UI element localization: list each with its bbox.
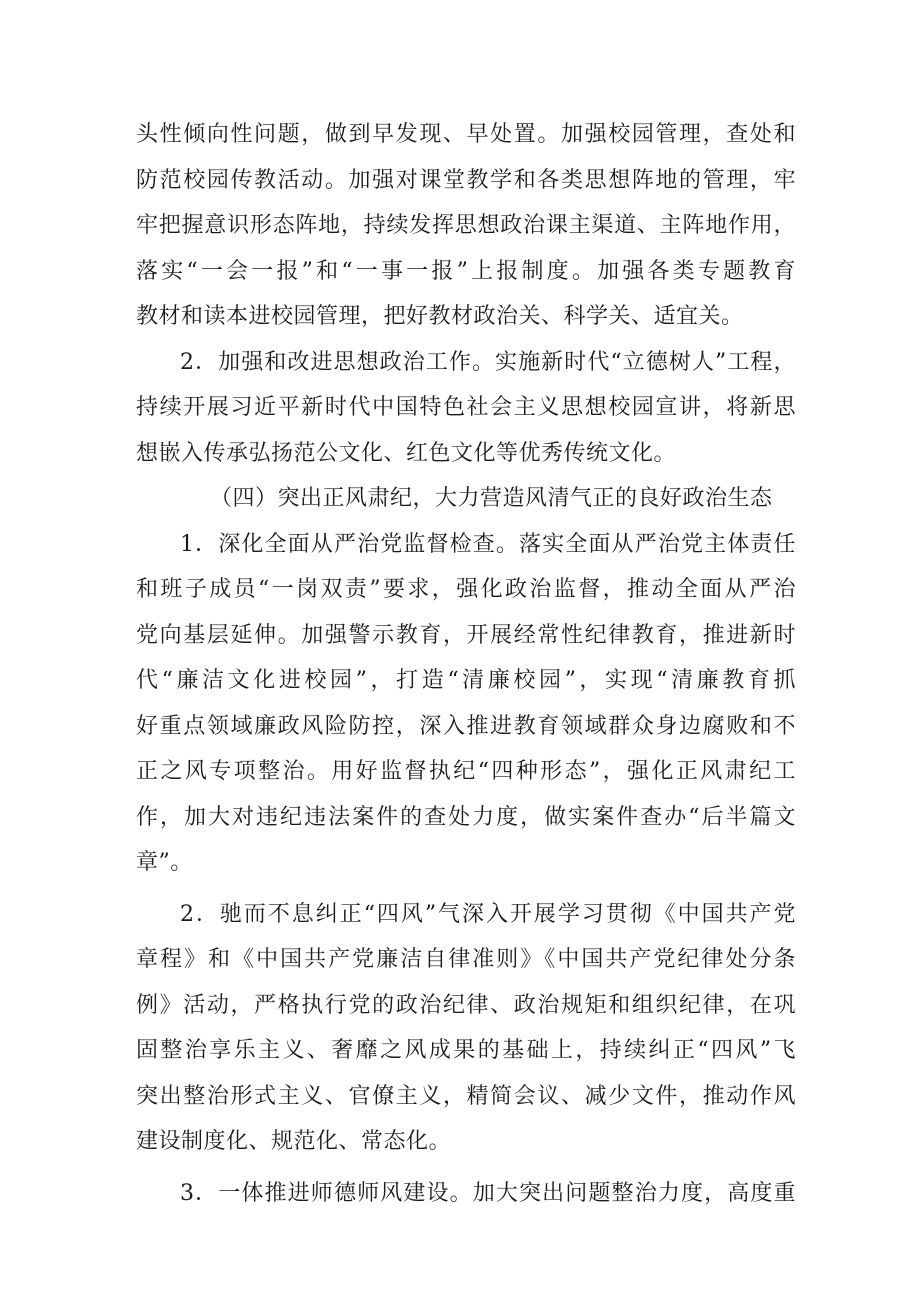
text-line: 牢把握意识形态阵地，持续发挥思想政治课主渠道、主阵地作用，: [136, 213, 796, 238]
text-line: 持续开展习近平新时代中国特色社会主义思想校园宣讲，将新思: [136, 395, 796, 420]
text-line: 教材和读本进校园管理，把好教材政治关、科学关、适宜关。: [136, 304, 744, 329]
text-line: 固整治享乐主义、奢靡之风成果的基础上，持续纠正“四风”飞: [136, 1038, 796, 1063]
paragraph-ideological-work: [136, 340, 796, 477]
text-line: 作，加大对违纪违法案件的查处力度，做实案件查办“后半篇文: [136, 804, 796, 830]
text-line: 好重点领域廉政风险防控，深入推进教育领域群众身边腐败和不: [136, 713, 796, 739]
text-line: 章”。: [136, 850, 193, 875]
document-body: [136, 112, 796, 1216]
text-line: 落实“一会一报”和“一事一报”上报制度。加强各类专题教育: [136, 258, 796, 284]
section-heading: [136, 476, 796, 522]
paragraph-party-supervision: [136, 522, 796, 886]
text-line: 2．驰而不息纠正“四风”气深入开展学习贯彻《中国共产党: [180, 901, 796, 927]
text-line: 代“廉洁文化进校园”，打造“清廉校园”，实现“清廉教育抓: [136, 668, 796, 693]
text-line: 建设制度化、规范化、常态化。: [136, 1129, 452, 1154]
text-line: 2．加强和改进思想政治工作。实施新时代“立德树人”工程，: [180, 349, 796, 375]
text-line: 突出整治形式主义、官僚主义，精简会议、减少文件，推动作风: [136, 1083, 796, 1109]
text-line: 和班子成员“一岗双责”要求，强化政治监督，推动全面从严治: [136, 577, 796, 602]
text-line: 正之风专项整治。用好监督执纪“四种形态”，强化正风肃纪工: [136, 759, 796, 784]
text-line: 想嵌入传承弘扬范公文化、红色文化等优秀传统文化。: [136, 440, 677, 466]
text-line: 党向基层延伸。加强警示教育，开展经常性纪律教育，推进新时: [136, 622, 796, 648]
paragraph-teacher-ethics: [136, 1171, 796, 1217]
paragraph-four-winds: [136, 892, 796, 1165]
text-line: 3．一体推进师德师风建设。加大突出问题整治力度，高度重: [180, 1180, 796, 1206]
text-line: 头性倾向性问题，做到早发现、早处置。加强校园管理，查处和: [136, 122, 796, 147]
text-line: 例》活动，严格执行党的政治纪律、政治规矩和组织纪律，在巩: [136, 992, 796, 1018]
section-heading-text: （四）突出正风肃纪，大力营造风清气正的良好政治生态: [210, 486, 773, 511]
text-line: 1．深化全面从严治党监督检查。落实全面从严治党主体责任: [180, 531, 796, 557]
paragraph-campus-management: [136, 112, 796, 340]
text-line: 防范校园传教活动。加强对课堂教学和各类思想阵地的管理，牢: [136, 167, 796, 193]
text-line: 章程》和《中国共产党廉洁自律准则》《中国共产党纪律处分条: [136, 947, 796, 972]
